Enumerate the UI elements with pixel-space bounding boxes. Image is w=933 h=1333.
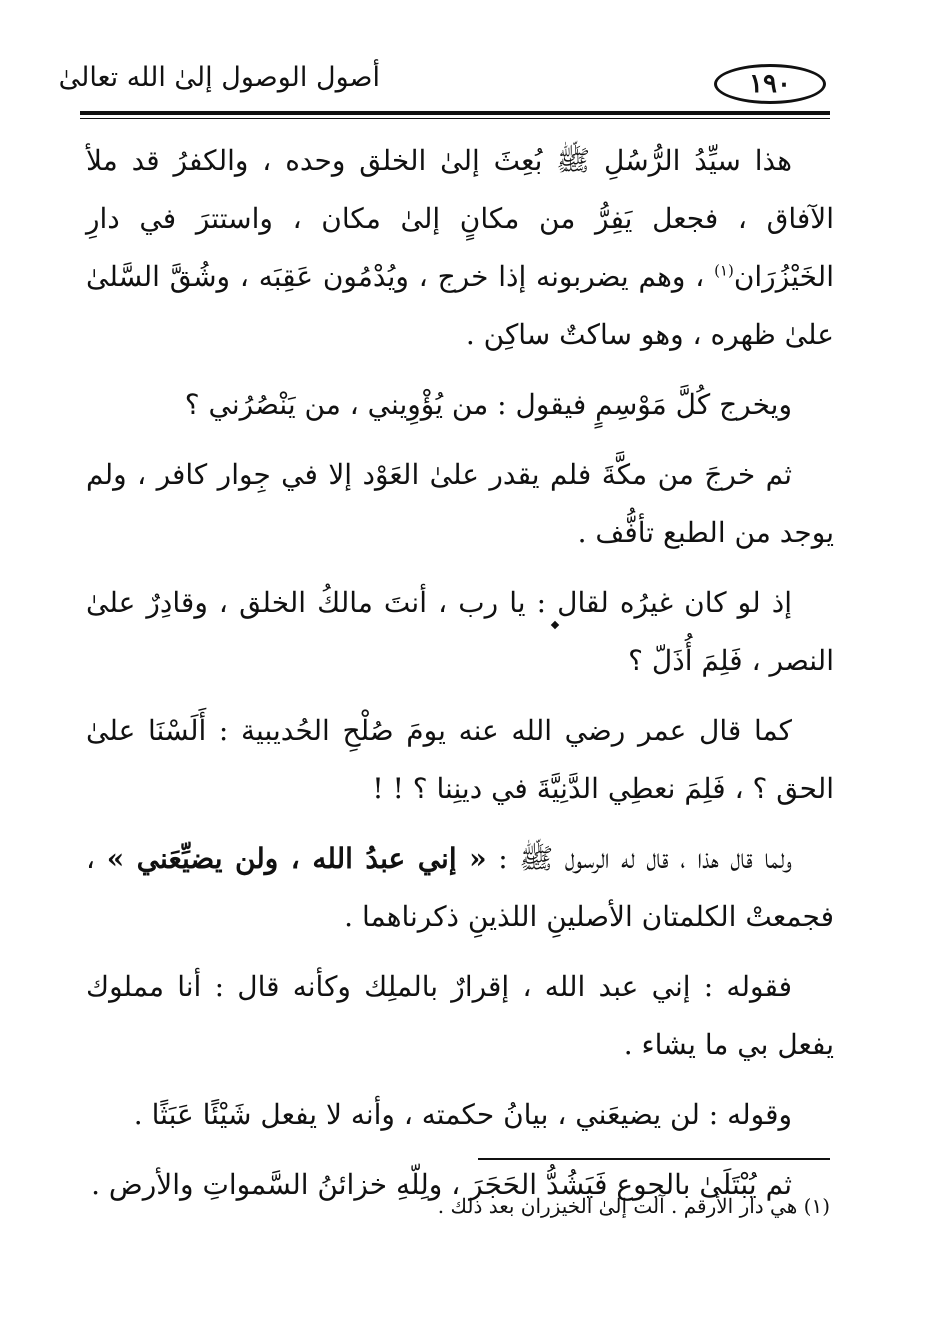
paragraph-8: وقوله : لن يضيعَني ، بيانُ حكمته ، وأنه لا يفعل شَيْئًا عَبَثًا .	[133, 1098, 792, 1131]
footnote: (١) هي دار الأرقم . آلت إلىٰ الخيزران بعد ذلك .	[437, 1194, 830, 1218]
paragraph-7: فقوله : إني عبد الله ، إقرارٌ بالملِك وكأنه قال : أنا مملوك يفعل بي ما يشاء .	[86, 970, 834, 1061]
paragraph-2: ويخرج كُلَّ مَوْسِمٍ فيقول : من يُؤْوِيني ، من يَنْصُرُني ؟	[184, 388, 792, 421]
paragraph-1	[86, 132, 834, 364]
paragraph-4: إذ لو كان غيرُه لقال : يا رب ، أنتَ مالكُ الخلق ، وقادِرٌ علىٰ النصر ، فَلِمَ أُذَلّ ؟	[86, 586, 834, 677]
paragraph-6-lead: ولما قال هذا ، قال له الرسول ﷺ :	[498, 842, 793, 875]
prophet-quote: « إني عبدُ الله ، ولن يضيِّعَني »	[106, 842, 487, 875]
paragraph-1-tail: ، وهم يضربونه إذا خرج ، ويُدْمُون عَقِبَه ، وشُقَّ السَّلىٰ علىٰ ظهره ، وهو ساكتٌ ساكِن .	[86, 260, 834, 351]
paragraph-6-tail: ، فجمعتْ الكلمتان الأصلينِ اللذينِ ذكرناهما .	[86, 842, 834, 933]
footnote-rule	[478, 1158, 830, 1160]
page-number: ١٩٠	[714, 64, 826, 104]
paragraph-1-text: هذا سيِّدُ الرُّسُلِ ﷺ بُعِثَ إلىٰ الخلق وحده ، والكفرُ قد ملأ الآفاق ، فجعل يَفِرُّ من مكانٍ إلىٰ مكان ، واستترَ في دارِ الخَيْزُرَان	[86, 144, 834, 293]
paragraph-5: كما قال عمر رضي الله عنه يومَ صُلْحِ الحُديبية : أَلَسْنَا علىٰ الحق ؟ ، فَلِمَ نعطِي الدَّنِيَّةَ في دينِنا ؟ ! !	[86, 714, 834, 805]
paragraph-9: ثم يُبْتَلَىٰ بالجوع فَيَشُدُّ الحَجَرَ ، ولِلّهِ خزائنُ السَّمواتِ والأرض .	[91, 1168, 792, 1201]
header-rule-thin	[80, 118, 830, 119]
running-title: أصول الوصول إلىٰ الله تعالىٰ	[58, 62, 380, 93]
body-text	[86, 132, 834, 1226]
page-header	[58, 52, 840, 114]
paragraph-3: ثم خرجَ من مكَّةَ فلم يقدر علىٰ العَوْد إلا في جِوار كافر ، ولم يوجد من الطبع تأفُّف .	[86, 458, 834, 549]
paragraph-6	[86, 830, 834, 946]
footnote-ref: (١)	[714, 261, 734, 280]
header-rule-thick	[80, 111, 830, 115]
